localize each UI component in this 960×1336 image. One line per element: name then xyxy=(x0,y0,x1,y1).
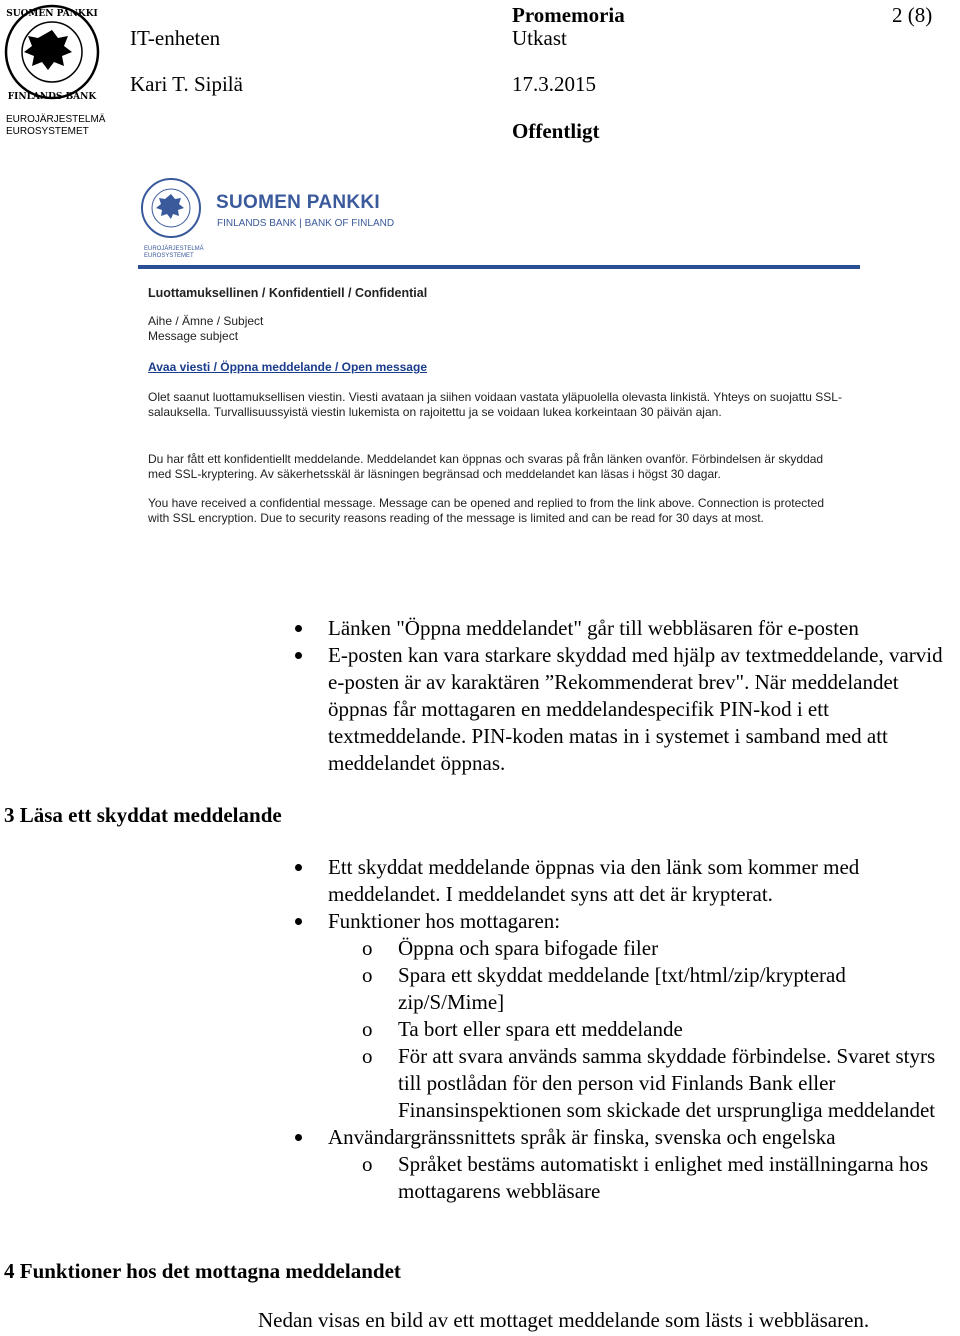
brand-name: SUOMEN PANKKI xyxy=(216,192,380,213)
subject-value: Message subject xyxy=(148,329,239,343)
section-4-text: Nedan visas en bild av ett mottaget meddelande som lästs i webbläsaren. xyxy=(258,1308,870,1332)
page-number: 2 (8) xyxy=(892,3,933,27)
email-screenshot xyxy=(138,172,862,547)
brand-euro-fi: EUROJÄRJESTELMÄ xyxy=(144,246,204,252)
brand-subtitle: FINLANDS BANK | BANK OF FINLAND xyxy=(217,218,395,229)
doc-status: Utkast xyxy=(512,26,567,50)
list-item-label: Funktioner hos mottagaren: xyxy=(328,909,561,933)
confidential-label: Luottamuksellinen / Konfidentiell / Confidential xyxy=(148,286,428,300)
section-3-list xyxy=(328,854,956,1205)
brand-euro-sv: EUROSYSTEMET xyxy=(144,253,194,259)
svg-text:SUOMEN PANKKI: SUOMEN PANKKI xyxy=(6,9,98,19)
bank-seal-icon xyxy=(140,176,202,242)
doc-type: Promemoria xyxy=(512,3,625,27)
sub-list-item: o Öppna och spara bifogade filer xyxy=(328,935,956,962)
receiver-functions-list xyxy=(0,935,956,1124)
open-message-link[interactable]: Avaa viesti / Öppna meddelande / Open message xyxy=(148,360,427,374)
doc-date: 17.3.2015 xyxy=(512,72,596,96)
list-item: E-posten kan vara starkare skyddad med hjälp av textmeddelande, varvid e-posten är av karaktären ”Rekommenderat brev". När meddelandet öppnas får mottagaren en meddelandespecifik PIN-kod i ett textmeddelande. PIN-koden matas in i systemet i samband med att meddelandet öppnas. xyxy=(328,642,956,777)
section-3-heading: 3 Läsa ett skyddat meddelande xyxy=(4,803,282,827)
brand-divider xyxy=(138,265,860,269)
section-4-heading: 4 Funktioner hos det mottagna meddelandet xyxy=(4,1259,401,1283)
logo-eurosystem-sv: EUROSYSTEMET xyxy=(6,126,89,137)
list-item: Länken "Öppna meddelandet" går till webbläsaren för e-posten xyxy=(328,615,956,642)
sub-list-item: o Ta bort eller spara ett meddelande xyxy=(328,1016,956,1043)
info-text-en: You have received a confidential message. Message can be opened and replied to from the link above. Connection is protected with SSL encryption. Due to security reasons reading of the message is limited and can be read for 30 days at most. xyxy=(148,496,824,525)
sub-list-item: o Språket bestäms automatiskt i enlighet med inställningarna hos mottagarens webbläsare xyxy=(328,1151,956,1205)
list-item: Ett skyddat meddelande öppnas via den länk som kommer med meddelandet. I meddelandet syns att det är krypterat. xyxy=(328,854,956,908)
bank-seal-icon xyxy=(4,2,100,106)
sub-list-item: o Spara ett skyddat meddelande [txt/html/zip/krypterad zip/S/Mime] xyxy=(328,962,956,1016)
logo-eurosystem-fi: EUROJÄRJESTELMÄ xyxy=(6,114,106,125)
language-list xyxy=(0,1151,956,1205)
svg-text:FINLANDS BANK: FINLANDS BANK xyxy=(7,92,97,102)
subject-label: Aihe / Ämne / Subject xyxy=(148,314,264,328)
author: Kari T. Sipilä xyxy=(130,72,243,96)
info-text-fi: Olet saanut luottamuksellisen viestin. Viesti avataan ja siihen voidaan vastata yläpuolella olevasta linkistä. Yhteys on suojattu SSL-salauksella. Turvallisuussyistä viestin lukemista on rajoitettu ja se voidaan lukea korkeintaan 30 päivän ajan. xyxy=(148,390,842,419)
list-item-label: Användargränssnittets språk är finska, svenska och engelska xyxy=(328,1125,836,1149)
sub-list-item: o För att svara används samma skyddade förbindelse. Svaret styrs till postlådan för den person vid Finlands Bank eller Finansinspektionen som skickade det ursprungliga meddelandet xyxy=(328,1043,956,1124)
link-info-list xyxy=(328,615,956,777)
org-unit: IT-enheten xyxy=(130,26,221,50)
info-text-sv: Du har fått ett konfidentiellt meddelande. Meddelandet kan öppnas och svaras på från länken ovanför. Förbindelsen är skyddad med SSL-kryptering. Av säkerhetsskäl är läsningen begränsad och meddelandet kan läsas i högst 30 dagar. xyxy=(148,452,824,481)
list-item xyxy=(328,908,956,1124)
classification: Offentligt xyxy=(512,119,600,143)
list-item xyxy=(328,1124,956,1205)
